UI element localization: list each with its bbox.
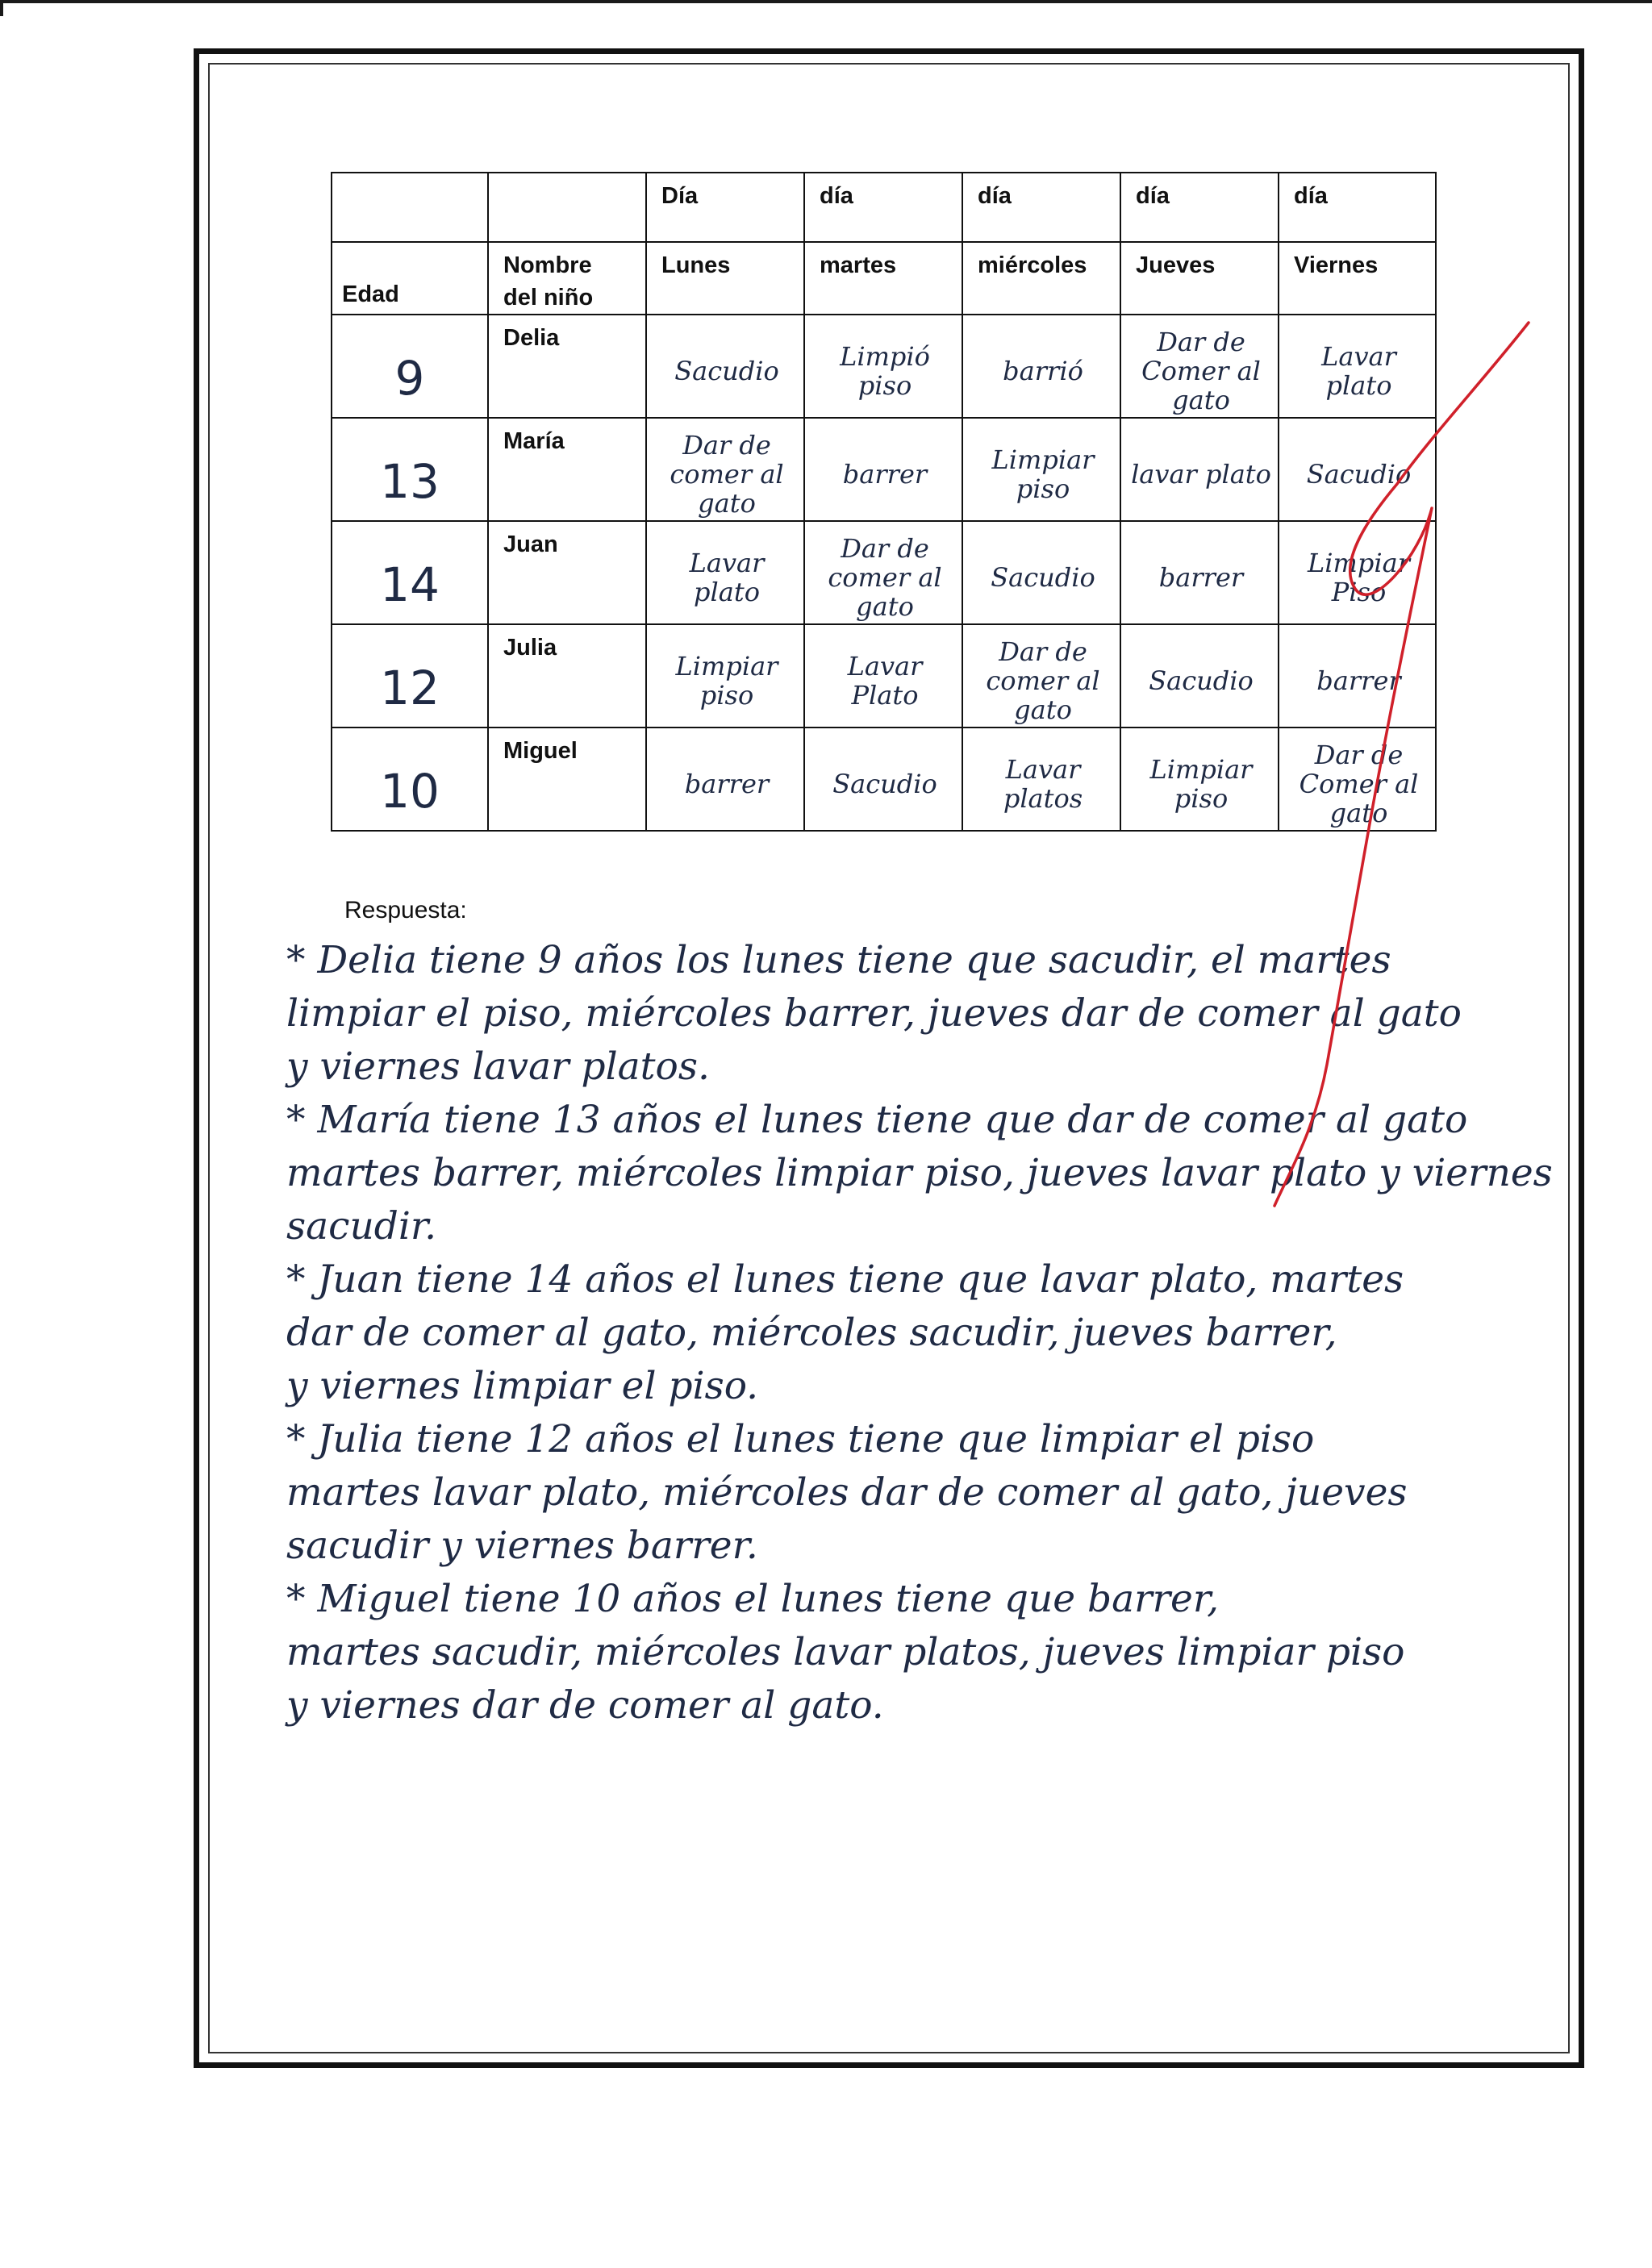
header-cell [1279,173,1436,242]
chore-cell: Sacudio [804,728,962,831]
chore-cell: Lavar plato [1279,315,1436,418]
header-cell-nombre: Nombre del niño [488,242,646,315]
age-value: 10 [380,764,440,819]
table-row [332,521,1436,624]
chore-cell: lavar plato [1120,418,1279,521]
chore-cell: barrer [1279,624,1436,728]
chore-cell: Dar de comer al gato [646,418,804,521]
chore-cell: Lavar plato [646,521,804,624]
child-name: Delia [503,325,560,351]
answer-line: martes sacudir, miércoles lavar platos, jueves limpiar piso [286,1630,1405,1674]
table-row [332,315,1436,418]
chore-cell: barrió [962,315,1120,418]
chore-cell: Dar de comer al gato [804,521,962,624]
answer-line: martes lavar plato, miércoles dar de comer al gato, jueves [286,1470,1408,1515]
chore-cell: Lavar platos [962,728,1120,831]
child-name: María [503,428,565,454]
age-value: 9 [394,351,425,406]
age-cell [332,728,488,831]
age-cell [332,521,488,624]
table-row [332,728,1436,831]
answer-line: * Juan tiene 14 años el lunes tiene que lavar plato, martes [286,1257,1404,1302]
answer-line: * Miguel tiene 10 años el lunes tiene que barrer, [286,1577,1220,1621]
answer-line: * María tiene 13 años el lunes tiene que dar de comer al gato [286,1098,1468,1142]
header-cell-viernes: Viernes [1279,242,1436,315]
header-cell [332,173,488,242]
table-header-row-2 [332,242,1436,315]
chore-cell: barrer [804,418,962,521]
chore-cell: Limpiar piso [962,418,1120,521]
age-cell [332,315,488,418]
chore-cell: Sacudio [962,521,1120,624]
child-name: Juan [503,532,558,557]
header-cell-miercoles: miércoles [962,242,1120,315]
chore-cell: Sacudio [1279,418,1436,521]
table-row [332,624,1436,728]
answer-line: martes barrer, miércoles limpiar piso, jueves lavar plato y viernes [286,1151,1553,1195]
age-value: 14 [380,557,440,612]
chore-cell: Limpiar piso [646,624,804,728]
header-day-label: día [1136,183,1170,209]
table-header-row-1 [332,173,1436,242]
header-day-label: día [978,183,1012,209]
header-day-label: día [820,183,853,209]
header-cell-lunes: Lunes [646,242,804,315]
header-cell-jueves: Jueves [1120,242,1279,315]
scan-edge-top [0,0,1652,3]
header-day-label: Día [661,183,699,209]
chore-cell: Limpió piso [804,315,962,418]
age-value: 12 [380,661,440,715]
header-day-label: día [1294,183,1328,209]
answer-line: y viernes dar de comer al gato. [286,1683,884,1728]
table-row [332,418,1436,521]
answer-line: limpiar el piso, miércoles barrer, jueves dar de comer al gato [286,991,1462,1036]
name-cell [488,418,646,521]
name-cell [488,521,646,624]
answer-line: dar de comer al gato, miércoles sacudir, jueves barrer, [286,1311,1337,1355]
response-label: Respuesta: [344,897,467,923]
answer-line: y viernes lavar platos. [286,1044,710,1089]
scan-edge-left [0,0,3,16]
chore-cell: Dar de comer al gato [962,624,1120,728]
age-cell [332,418,488,521]
name-cell [488,315,646,418]
chore-cell: Limpiar Piso [1279,521,1436,624]
header-cell [646,173,804,242]
chore-cell: Limpiar piso [1120,728,1279,831]
chore-cell: Dar de Comer al gato [1279,728,1436,831]
answer-line: * Delia tiene 9 años los lunes tiene que sacudir, el martes [286,938,1391,982]
answer-line: sacudir y viernes barrer. [286,1524,758,1568]
header-cell [488,173,646,242]
chore-cell: barrer [646,728,804,831]
answer-line: sacudir. [286,1204,437,1249]
chore-cell: Sacudio [1120,624,1279,728]
chore-cell: Lavar Plato [804,624,962,728]
chore-cell: Dar de Comer al gato [1120,315,1279,418]
answer-line: y viernes limpiar el piso. [286,1364,759,1408]
header-cell-edad: Edad [332,242,488,315]
header-cell [1120,173,1279,242]
header-cell [804,173,962,242]
age-cell [332,624,488,728]
name-cell [488,624,646,728]
child-name: Miguel [503,738,578,764]
handwritten-answer [286,934,1577,1732]
child-name: Julia [503,635,557,661]
header-cell [962,173,1120,242]
name-cell [488,728,646,831]
chore-cell: barrer [1120,521,1279,624]
answer-line: * Julia tiene 12 años el lunes tiene que limpiar el piso [286,1417,1315,1461]
chore-cell: Sacudio [646,315,804,418]
chores-table [331,172,1437,832]
header-cell-martes: martes [804,242,962,315]
age-value: 13 [380,454,440,509]
